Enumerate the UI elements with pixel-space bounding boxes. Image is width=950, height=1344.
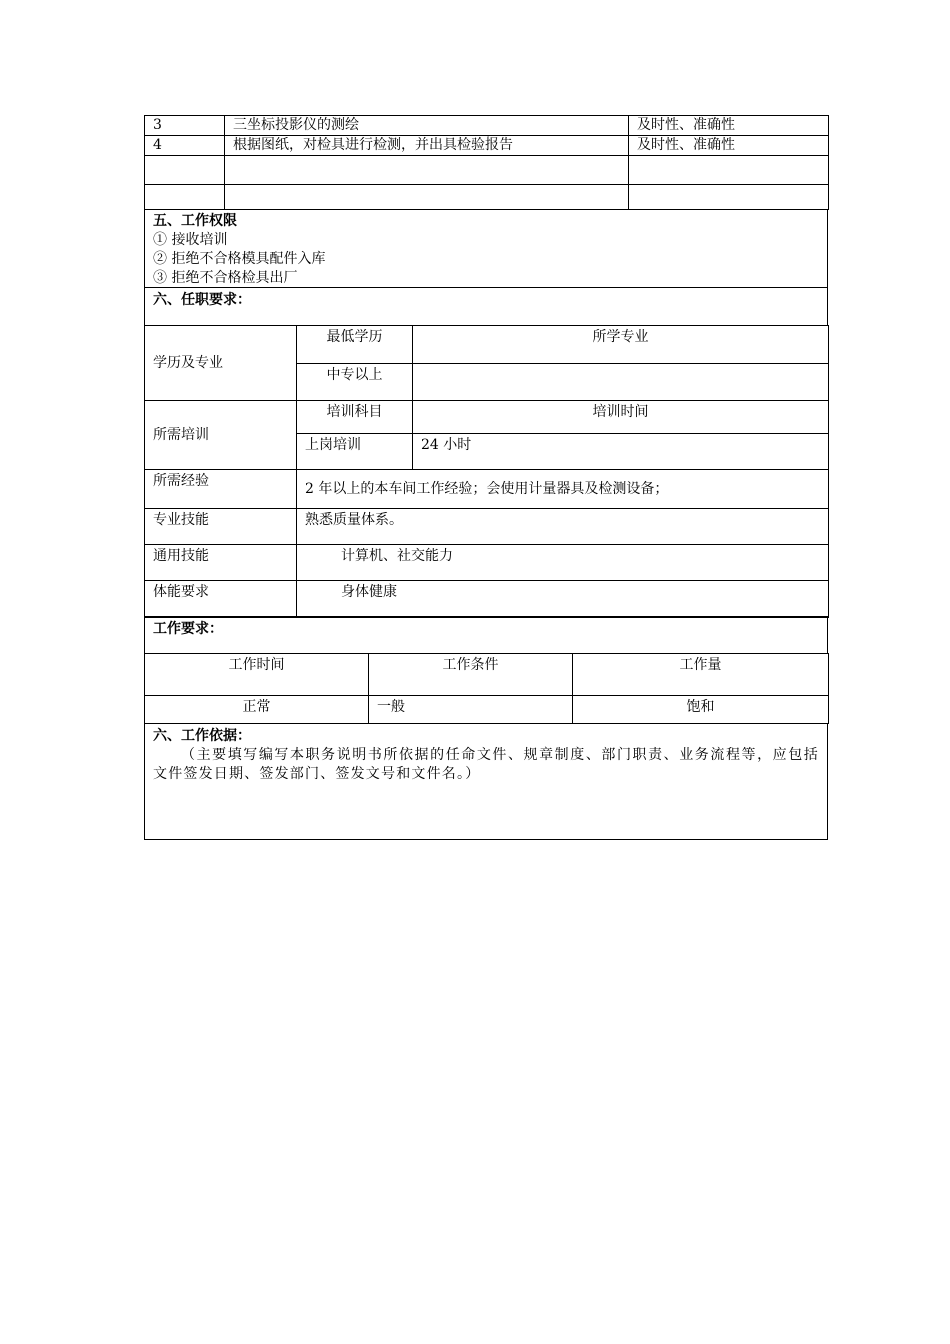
table-row [145,696,829,724]
work-condition-header: 工作条件 [369,654,573,696]
general-skill-label: 通用技能 [145,545,297,581]
work-time-value: 正常 [145,696,369,724]
authority-item: ① 接收培训 [153,232,228,248]
table-row [145,136,829,156]
work-condition-value: 一般 [369,696,573,724]
duty-content: 三坐标投影仪的测绘 [225,116,629,136]
training-subject-value: 上岗培训 [297,434,413,470]
duty-standard: 及时性、准确性 [629,116,829,136]
duty-content: 根据图纸，对检具进行检测，并出具检验报告 [225,136,629,156]
duty-standard: 及时性、准确性 [629,136,829,156]
table-row [145,116,829,136]
table-row [145,509,829,545]
table-row [145,401,829,434]
major-value [413,364,829,401]
duty-no: 3 [145,116,225,136]
requirements-title-row [144,287,828,326]
skill-value: 熟悉质量体系。 [297,509,829,545]
education-label: 学历及专业 [145,326,297,401]
work-req-title-row [144,616,828,654]
table-row [145,470,829,509]
duty-no [145,185,225,210]
major-header: 所学专业 [413,326,829,364]
training-time-header: 培训时间 [413,401,829,434]
table-row [145,185,829,210]
table-row [145,545,829,581]
table-row [145,156,829,185]
physical-label: 体能要求 [145,581,297,618]
work-req-table [144,653,829,724]
min-edu-header: 最低学历 [297,326,413,364]
experience-label: 所需经验 [145,470,297,509]
requirements-title: 六、任职要求： [153,292,251,308]
min-edu-value: 中专以上 [297,364,413,401]
duties-table [144,115,829,210]
basis-text: （主要填写编写本职务说明书所依据的任命文件、规章制度、部门职责、业务流程等，应包括文件签发日期、签发部门、签发文号和文件名。） [153,747,819,782]
general-skill-value: 计算机、社交能力 [297,545,829,581]
duty-standard [629,156,829,185]
basis-section [144,723,828,840]
workload-header: 工作量 [573,654,829,696]
duty-standard [629,185,829,210]
workload-value: 饱和 [573,696,829,724]
table-row [145,581,829,618]
table-row [145,654,829,696]
duty-no: 4 [145,136,225,156]
basis-title: 六、工作依据： [153,728,251,744]
training-time-value: 24 小时 [413,434,829,470]
training-label: 所需培训 [145,401,297,470]
authority-section [144,209,828,288]
skill-label: 专业技能 [145,509,297,545]
authority-item: ③ 拒绝不合格检具出厂 [153,270,298,286]
duty-content [225,185,629,210]
work-req-title: 工作要求： [153,621,223,637]
table-row [145,326,829,364]
physical-value: 身体健康 [297,581,829,618]
training-subject-header: 培训科目 [297,401,413,434]
experience-value: 2 年以上的本车间工作经验；会使用计量器具及检测设备； [297,470,829,509]
duty-content [225,156,629,185]
authority-item: ② 拒绝不合格模具配件入库 [153,251,326,267]
requirements-table [144,325,829,618]
authority-title: 五、工作权限 [153,213,237,229]
work-time-header: 工作时间 [145,654,369,696]
duty-no [145,156,225,185]
